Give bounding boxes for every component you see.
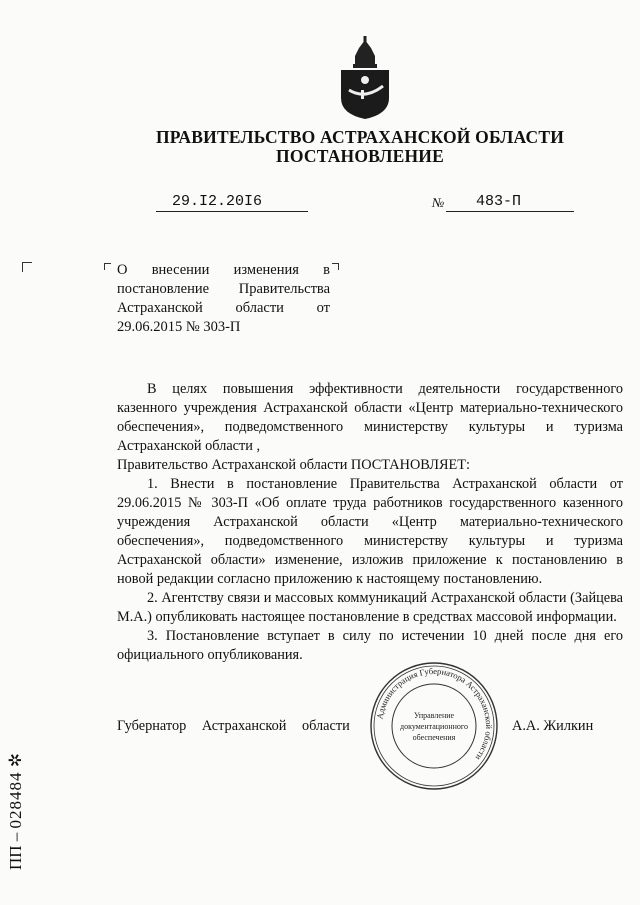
clause-paragraph: 2. Агентству связи и массовых коммуникаций Астраханской области (Зайцева М.А.) опубликовать настоящее постановление в средствах массовой информации. (117, 590, 623, 625)
organization-title: ПРАВИТЕЛЬСТВО АСТРАХАНСКОЙ ОБЛАСТИ (155, 127, 565, 147)
clause-paragraph: 1. Внести в постановление Правительства Астраханской области от 29.06.2015 № 303-П «Об оплате труда работников государственного казенного учреждения Астраханской области «Центр материально-технического обеспечения», подведомственного министерству культуры и туризма Астраханской области» изменение, изложив приложение к постановлению в новой редакции согласно приложению к настоящему постановлению. (117, 476, 623, 587)
subject-line: 29.06.2015 № 303-П (117, 319, 241, 335)
signatory-name: А.А. Жилкин (512, 718, 594, 734)
document-body (117, 380, 623, 665)
document-subject (117, 261, 330, 337)
registration-corner-mark (22, 262, 32, 272)
clause-paragraph: 3. Постановление вступает в силу по истечении 10 дней после дня его официального опубликования. (117, 628, 623, 663)
preamble-paragraph: В целях повышения эффективности деятельности государственного казенного учреждения Астраханской области «Центр материально-технического обеспечения», подведомственного министерству культуры и туризма Астраханской области , (117, 381, 623, 454)
document-type-title: ПОСТАНОВЛЕНИЕ (276, 146, 444, 166)
subject-line: Астраханской области от (117, 300, 330, 316)
serial-number: 028484 (6, 771, 25, 829)
subject-line: О внесении изменения в (117, 262, 330, 278)
serial-prefix: ПП – (6, 832, 25, 870)
document-date: 29.I2.20I6 (172, 193, 263, 210)
coat-of-arms-emblem (337, 36, 393, 120)
number-sign: № (432, 195, 445, 210)
subject-bracket-left (104, 263, 111, 270)
number-field (446, 193, 574, 212)
signatory-title: Губернатор Астраханской области (117, 718, 350, 734)
serial-asterisk-icon: ✲ (6, 752, 25, 768)
stamp-center-line: Управление (413, 711, 455, 720)
date-field (156, 193, 308, 212)
official-stamp (368, 660, 500, 792)
subject-bracket-right (332, 263, 339, 270)
stamp-center-line: документационного (400, 722, 468, 731)
document-number: 483-П (476, 193, 522, 210)
stamp-ring-text: Администрация Губернатора Астраханской области (374, 665, 495, 763)
resolve-paragraph: Правительство Астраханской области ПОСТАНОВЛЯЕТ: (117, 457, 470, 473)
subject-line: постановление Правительства (117, 281, 330, 297)
margin-serial-number (6, 753, 26, 870)
stamp-center-line: обеспечения (412, 733, 456, 742)
